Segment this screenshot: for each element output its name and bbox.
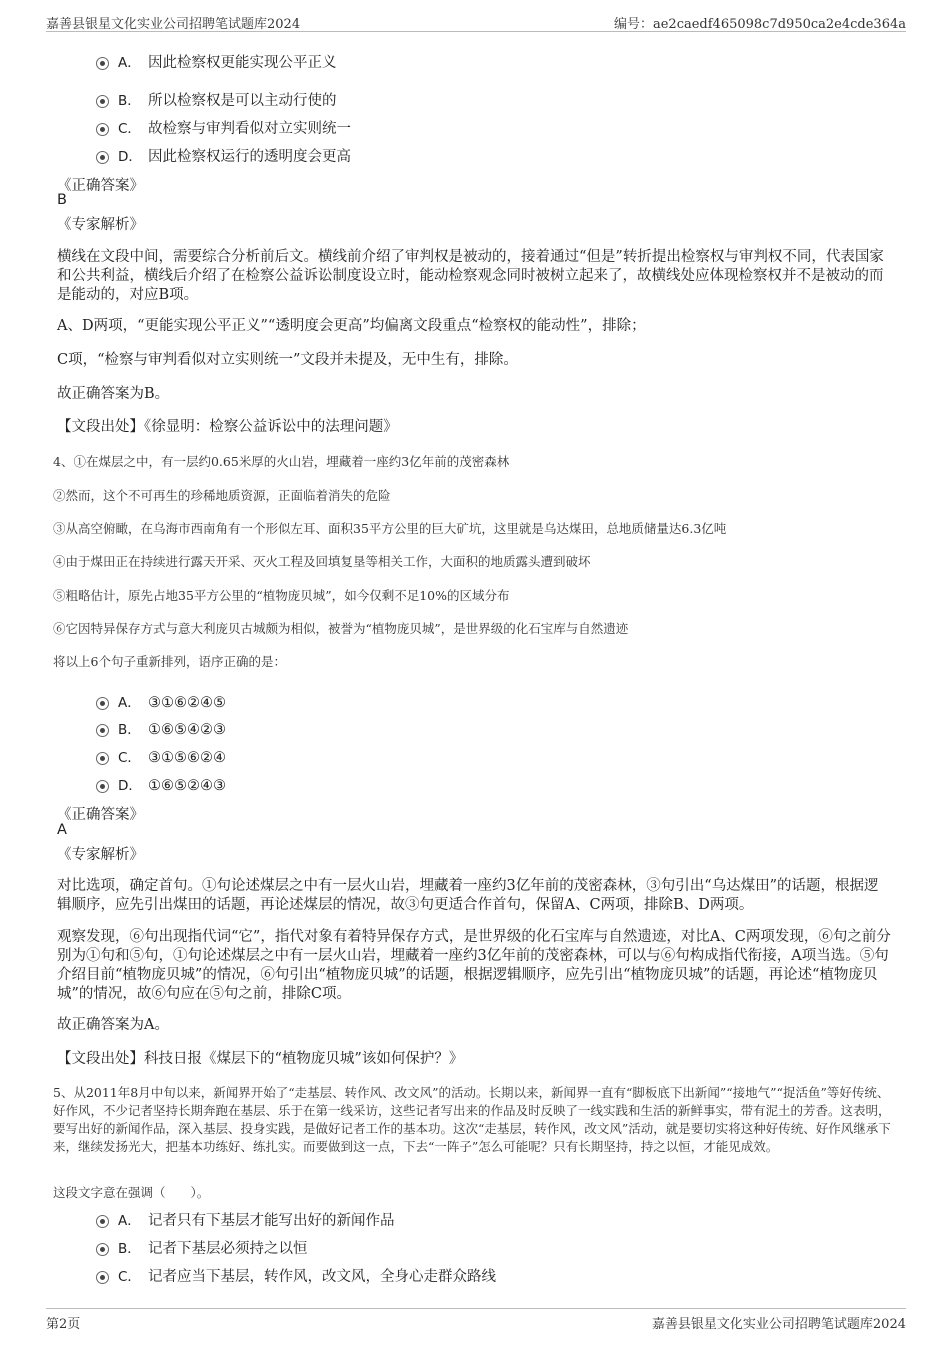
- q4-line-1: 4、①在煤层之中，有一层约0.65米厚的火山岩，埋藏着一座约3亿年前的茂密森林: [53, 454, 510, 469]
- q3-answer: B: [57, 192, 67, 208]
- page-header: [0, 0, 950, 32]
- q5-question: 这段文字意在强调（ ）。: [53, 1185, 210, 1200]
- footer-divider: [46, 1308, 906, 1309]
- q3-answer-label: 《正确答案》: [57, 178, 144, 194]
- q4-answer-label: 《正确答案》: [57, 807, 144, 823]
- q4-line-5: ⑤粗略估计，原先占地35平方公里的“植物庞贝城”，如今仅剩不足10%的区域分布: [53, 588, 510, 603]
- q3-option-a[interactable]: A． 因此检察权更能实现公平正义: [96, 51, 337, 72]
- q4-option-c[interactable]: C． ③①⑤⑥②④: [96, 746, 226, 766]
- q4-answer: A: [57, 822, 67, 838]
- radio-icon[interactable]: [96, 123, 109, 136]
- q4-analysis-p3: 故正确答案为A。: [57, 1017, 169, 1033]
- page-footer: [0, 1308, 950, 1345]
- radio-icon[interactable]: [96, 780, 109, 793]
- q4-option-b[interactable]: B． ①⑥⑤④②③: [96, 718, 226, 738]
- q4-line-3: ③从高空俯瞰，在乌海市西南角有一个形似左耳、面积35平方公里的巨大矿坑，这里就是乌达煤田，总地质储量达6.3亿吨: [53, 521, 727, 536]
- q4-analysis-p2: 观察发现，⑥句出现指代词“它”，指代对象有着特异保存方式，是世界级的化石宝库与自然遗迹，对比A、C两项发现，⑥句之前分别为①句和⑤句，①句论述煤层之中有一层火山岩，埋藏着一座约3亿年前的茂密森林，可以与⑥句构成指代衔接，A项当选。⑤句介绍目前“植物庞贝城”的情况，⑥句引出“植物庞贝城”的话题，根据逻辑顺序，应先引出“植物庞贝城”的话题，再论述“植物庞贝城”的情况，故⑥句应在⑤句之前，排除C项。: [57, 929, 891, 1002]
- page-number: 第2页: [46, 1317, 81, 1332]
- q3-analysis-p3: C项，“检察与审判看似对立实则统一”文段并未提及，无中生有，排除。: [57, 352, 518, 368]
- q4-line-2: ②然而，这个不可再生的珍稀地质资源，正面临着消失的危险: [53, 488, 391, 503]
- header-doc-id: 编号：ae2caedf465098c7d950ca2e4cde364a: [613, 17, 906, 32]
- radio-icon[interactable]: [96, 724, 109, 737]
- q4-option-d[interactable]: D． ①⑥⑤②④③: [96, 774, 226, 794]
- q3-option-b[interactable]: B． 所以检察权是可以主动行使的: [96, 89, 337, 110]
- q4-question: 将以上6个句子重新排列，语序正确的是：: [53, 654, 286, 669]
- q4-option-a[interactable]: A． ③①⑥②④⑤: [96, 691, 226, 711]
- q4-line-4: ④由于煤田正在持续进行露天开采、灭火工程及回填复垦等相关工作，大面积的地质露头遭到破坏: [53, 554, 591, 569]
- q3-analysis-p1: 横线在文段中间，需要综合分析前后文。横线前介绍了审判权是被动的，接着通过“但是”转折提出检察权与审判权不同，代表国家和公共利益，横线后介绍了在检察公益诉讼制度设立时，能动检察观念同时被树立起来了，故横线处应体现检察权并不是被动的而是能动的，对应B项。: [57, 249, 884, 303]
- q4-line-6: ⑥它因特异保存方式与意大利庞贝古城颇为相似，被誉为“植物庞贝城”，是世界级的化石宝库与自然遗迹: [53, 621, 629, 636]
- radio-icon[interactable]: [96, 1215, 109, 1228]
- q5-option-c[interactable]: C． 记者应当下基层，转作风，改文风，全身心走群众路线: [96, 1265, 496, 1286]
- q3-analysis-label: 《专家解析》: [57, 217, 144, 233]
- radio-icon[interactable]: [96, 95, 109, 108]
- header-title: 嘉善县银星文化实业公司招聘笔试题库2024: [46, 17, 301, 32]
- radio-icon[interactable]: [96, 57, 109, 70]
- radio-icon[interactable]: [96, 151, 109, 164]
- q3-analysis-p2: A、D两项，“更能实现公平正义”“透明度会更高”均偏离文段重点“检察权的能动性”，排除；: [57, 318, 646, 334]
- header-divider: [46, 31, 906, 32]
- q3-analysis-p4: 故正确答案为B。: [57, 386, 170, 402]
- q3-option-d[interactable]: D． 因此检察权运行的透明度会更高: [96, 145, 351, 166]
- q4-analysis-p1: 对比选项，确定首句。①句论述煤层之中有一层火山岩，埋藏着一座约3亿年前的茂密森林，③句引出“乌达煤田”的话题，根据逻辑顺序，应先引出煤田的话题，再论述煤层的情况，故③句更适合作首句，保留A、C两项，排除B、D两项。: [57, 878, 879, 913]
- q4-source: 【文段出处】科技日报《煤层下的“植物庞贝城”该如何保护？》: [57, 1051, 464, 1067]
- q5-stem: 5、从2011年8月中旬以来，新闻界开始了“走基层、转作风、改文风”的活动。长期以来，新闻界一直有“脚板底下出新闻”“接地气”“捉活鱼”等好传统、好作风，不少记者坚持长期奔跑在基层、乐于在第一线采访，这些记者写出来的作品及时反映了一线实践和生活的新鲜事实，带有泥土的芳香。这表明，要写出好的新闻作品，深入基层、投身实践，是做好记者工作的基本功。这次“走基层，转作风，改文风”活动，就是要切实将这种好传统、好作风继承下来，继续发扬光大，把基本功练好、练扎实。而要做到这一点，下去“一阵子”怎么可能呢？只有长期坚持，持之以恒，才能见成效。: [53, 1085, 891, 1154]
- q3-source: 【文段出处】《徐显明：检察公益诉讼中的法理问题》: [57, 419, 398, 435]
- q5-option-b[interactable]: B． 记者下基层必须持之以恒: [96, 1237, 308, 1258]
- radio-icon[interactable]: [96, 1243, 109, 1256]
- radio-icon[interactable]: [96, 1271, 109, 1284]
- footer-title: 嘉善县银星文化实业公司招聘笔试题库2024: [651, 1317, 906, 1332]
- q4-analysis-label: 《专家解析》: [57, 847, 144, 863]
- radio-icon[interactable]: [96, 752, 109, 765]
- radio-icon[interactable]: [96, 697, 109, 710]
- q5-option-a[interactable]: A． 记者只有下基层才能写出好的新闻作品: [96, 1209, 395, 1230]
- q3-option-c[interactable]: C． 故检察与审判看似对立实则统一: [96, 117, 351, 138]
